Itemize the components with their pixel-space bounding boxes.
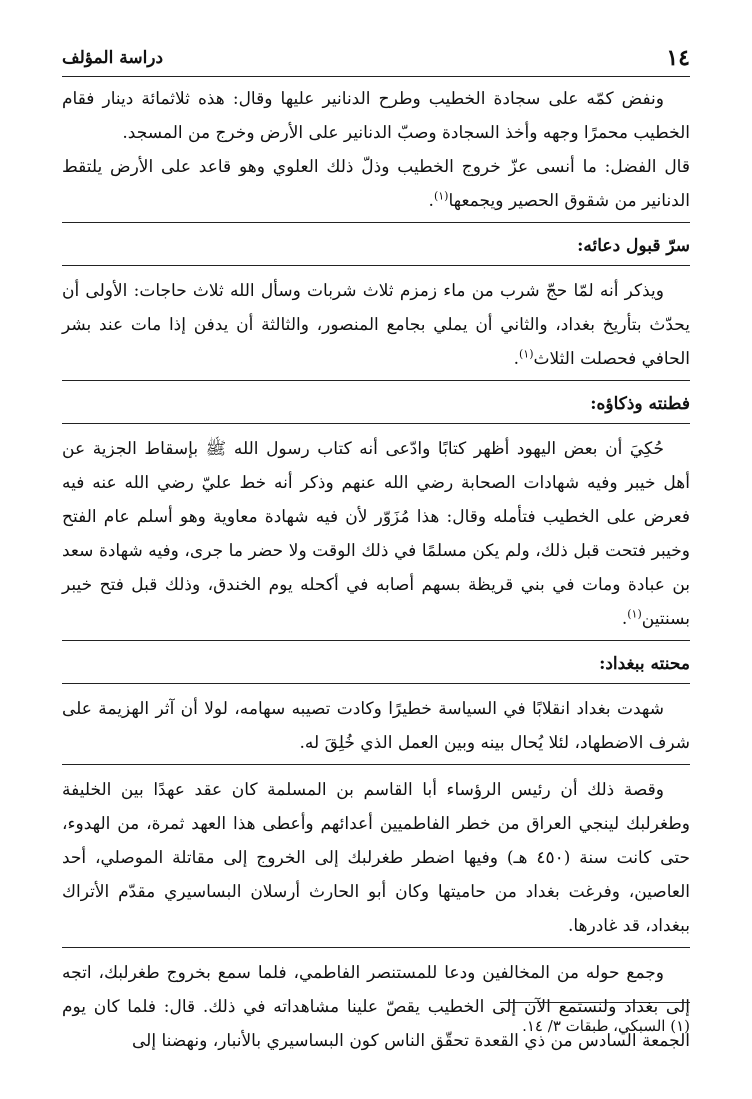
paragraph-7: وجمع حوله من المخالفين ودعا للمستنصر الفاطمي، فلما سمع بخروج طغرلبك، اتجه إلى بغداد ولنستمع الآن إلى الخطيب يقصّ علينا مشاهداته في ذلك. قال: فلما كان يوم الجمعة السادس من ذي القعدة تحقّق الناس كون البساسيري بالأنبار، ونهضنا إلى bbox=[62, 963, 690, 1051]
paragraph-3 bbox=[62, 274, 690, 376]
section-divider bbox=[62, 222, 690, 223]
footnote-separator bbox=[500, 1002, 690, 1003]
footnote-marker[interactable]: (١) bbox=[627, 607, 642, 621]
section-heading-intelligence: فطنته وذكاؤه: bbox=[590, 394, 690, 414]
paragraph-2-text: قال الفضل: ما أنسى عزّ خروج الخطيب وذلّ ذلك العلوي وهو قاعد على الأرض يلتقط الدنانير من شقوق الحصير ويجمعها bbox=[62, 157, 690, 211]
paragraph-4-text: حُكِيَ أن بعض اليهود أظهر كتابًا وادّعى أنه كتاب رسول الله ﷺ بإسقاط الجزية عن أهل خيبر وفيه شهادات الصحابة رضي الله عنهم وذكر أنه خط عليّ رضي الله عنه فيه فعرض على الخطيب فتأمله وقال: هذا مُزَوّر لأن فيه شهادة معاوية وهو أسلم عام الفتح وخيبر فتحت قبل ذلك، ولم يكن مسلمًا في ذلك الوقت ولا حضر ما جرى، وفيه شهادة سعد بن عبادة ومات في بني قريظة بسهم أصابه في أكحله يوم الخندق، وذلك قبل فتح خيبر بسنتين bbox=[62, 439, 690, 629]
section-divider bbox=[62, 423, 690, 424]
section-divider bbox=[62, 640, 690, 641]
page-number: ١٤ bbox=[666, 45, 690, 71]
paragraph-2-end: . bbox=[428, 191, 434, 211]
paragraph-3-end: . bbox=[513, 349, 519, 369]
paragraph-2 bbox=[62, 150, 690, 218]
footnote: (١) السبكي، طبقات ٣/ ١٤. bbox=[522, 1017, 690, 1035]
section-heading-prayer: سرّ قبول دعائه: bbox=[577, 236, 690, 256]
paragraph-4-end: . bbox=[621, 609, 628, 629]
section-divider bbox=[62, 265, 690, 266]
paragraph-3-text: ويذكر أنه لمّا حجّ شرب من ماء زمزم ثلاث شربات وسأل الله ثلاث حاجات: الأولى أن يحدّث بتأريخ بغداد، والثاني أن يملي بجامع المنصور، والثالثة أن يدفن إذا مات عند بشر الحافي فحصلت الثلاث bbox=[62, 281, 690, 369]
paragraph-4 bbox=[62, 432, 690, 636]
paragraph-6: وقصة ذلك أن رئيس الرؤساء أبا القاسم بن المسلمة كان عقد عهدًا بين الخليفة وطغرلبك لينجي العراق من خطر الفاطميين أعدائهم وأعطى هذا العهد ثمرة، من الهدوء، حتى كانت سنة (٤٥٠ هـ) وفيها اضطر طغرلبك إلى الخروج إلى مقاتلة الموصلي، أحد العاصين، وفرغت بغداد من حاميتها وكان أبو الحارث أرسلان البساسيري مقدّم الأتراك ببغداد، قد غادرها. bbox=[62, 780, 690, 936]
footnote-marker[interactable]: (١) bbox=[518, 347, 534, 361]
section-heading-baghdad: محنته ببغداد: bbox=[599, 654, 690, 674]
paragraph-5: شهدت بغداد انقلابًا في السياسة خطيرًا وكادت تصيبه سهامه، لولا أن آثر الهزيمة على شرف الاضطهاد، لئلا يُحال بينه وبين العمل الذي خُلِقَ له. bbox=[62, 699, 690, 753]
section-divider bbox=[62, 380, 690, 381]
main-text bbox=[62, 82, 690, 1058]
section-divider bbox=[62, 683, 690, 684]
footnote-marker[interactable]: (١) bbox=[433, 189, 449, 203]
section-divider bbox=[62, 764, 690, 765]
page-header bbox=[62, 40, 690, 77]
paragraph-1: ونفض كمّه على سجادة الخطيب وطرح الدنانير عليها وقال: هذه ثلاثمائة دينار فقام الخطيب محمرًا وجهه وأخذ السجادة وصبّ الدنانير على الأرض وخرج من المسجد. bbox=[62, 89, 690, 143]
section-divider bbox=[62, 947, 690, 948]
running-title: دراسة المؤلف bbox=[62, 48, 164, 68]
